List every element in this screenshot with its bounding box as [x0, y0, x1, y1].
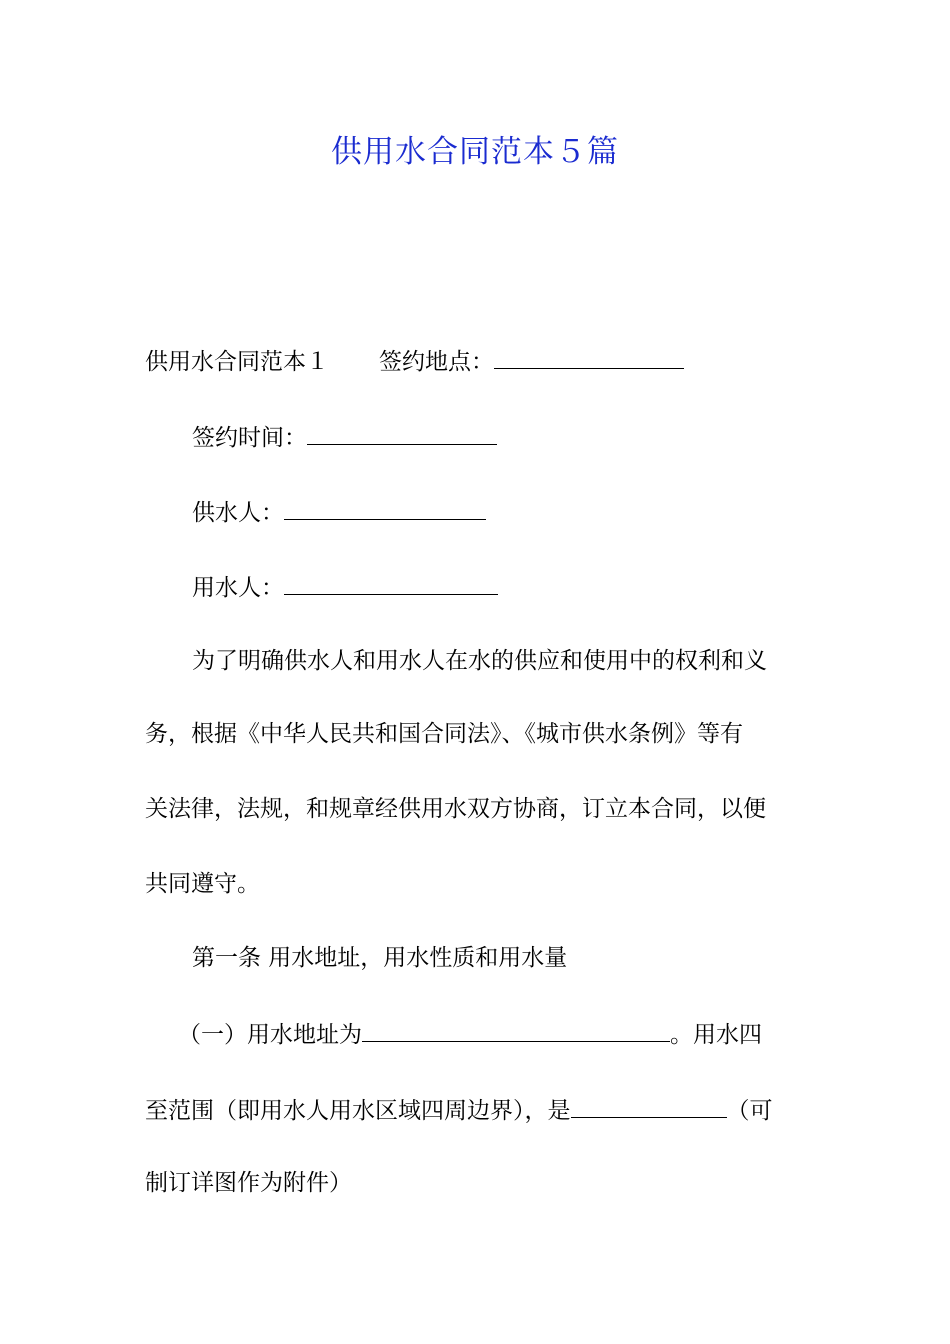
sign-time-blank[interactable]: [307, 420, 497, 445]
user-line: [192, 570, 498, 604]
article-1-heading: 第一条 用水地址，用水性质和用水量: [192, 945, 568, 971]
user-blank[interactable]: [284, 570, 498, 595]
article-1-line-3: 制订详图作为附件）: [145, 1170, 352, 1196]
boundary-blank[interactable]: [571, 1093, 727, 1118]
item-1-suffix: 。用水四: [670, 1022, 762, 1048]
document-title: 供用水合同范本５篇: [331, 134, 619, 170]
article-1-item-1: [178, 1017, 762, 1051]
user-label: 用水人：: [192, 575, 284, 601]
supplier-line: [192, 495, 486, 529]
sign-place-label: 签约地点：: [379, 349, 494, 375]
section-name: 供用水合同范本１: [145, 349, 329, 375]
intro-line-4: 共同遵守。: [145, 871, 260, 897]
intro-line-1: 为了明确供水人和用水人在水的供应和使用中的权利和义: [192, 648, 767, 674]
item-1-prefix: （一）用水地址为: [178, 1022, 362, 1048]
sign-time-label: 签约时间：: [192, 425, 307, 451]
contract-header-line: [145, 344, 684, 378]
intro-line-2: 务，根据《中华人民共和国合同法》、《城市供水条例》等有: [145, 721, 743, 747]
sign-time-line: [192, 420, 497, 454]
article-1-line-2: [145, 1093, 773, 1127]
line-2-suffix: （可: [726, 1098, 773, 1124]
supplier-blank[interactable]: [284, 495, 486, 520]
line-2-prefix: 至范围（即用水人用水区域四周边界），是: [145, 1098, 571, 1124]
supplier-label: 供水人：: [192, 500, 284, 526]
water-address-blank[interactable]: [362, 1017, 670, 1042]
intro-line-3: 关法律，法规，和规章经供用水双方协商，订立本合同，以便: [145, 796, 766, 822]
sign-place-blank[interactable]: [494, 344, 684, 369]
